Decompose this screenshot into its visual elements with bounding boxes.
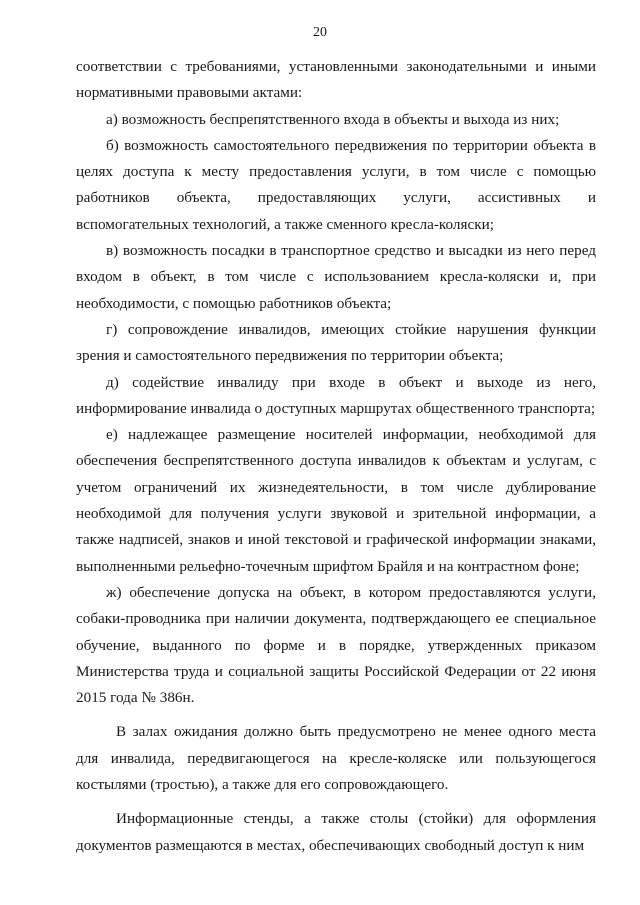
paragraph-waiting-rooms: В залах ожидания должно быть предусмотрено не менее одного места для инвалида, передвигающегося на кресле-коляске или пользующегося костылями (тростью), а также для его сопровождающего. (76, 723, 596, 794)
document-body (76, 54, 596, 859)
paragraph-info-stands: Информационные стенды, а также столы (стойки) для оформления документов размещаются в местах, обеспечивающих свободный доступ к ним (76, 810, 596, 854)
list-item-d: д) содействие инвалиду при входе в объект и выходе из него, информирование инвалида о доступных маршрутах общественного транспорта; (76, 373, 596, 417)
list-item-g: г) сопровождение инвалидов, имеющих стойкие нарушения функции зрения и самостоятельного передвижения по территории объекта; (76, 320, 596, 365)
list-item-v: в) возможность посадки в транспортное средство и высадки из него перед входом в объект, в том числе с использованием кресла-коляски и, при необходимости, с помощью работников объекта; (76, 242, 596, 312)
list-item-a: а) возможность беспрепятственного входа в объекты и выхода из них; (106, 110, 560, 128)
page-number: 20 (313, 25, 327, 40)
list-item-e: е) надлежащее размещение носителей информации, необходимой для обеспечения беспрепятственного доступа инвалидов к объектам и услугам, с учетом ограничений их жизнедеятельности, в том числе дублирование необходимой для получения услуги звуковой и зрительной информации, а также надписей, знаков и иной текстовой и графической информации знаками, выполненными рельефно-точечным шрифтом Брайля и на контрастном фоне; (76, 426, 596, 575)
list-item-b: б) возможность самостоятельного передвижения по территории объекта в целях доступа к месту предоставления услуги, в том числе с помощью работников объекта, предоставляющих услуги, ассистивных и вспомогательных технологий, а также сменного кресла-коляски; (76, 136, 596, 233)
list-item-zh: ж) обеспечение допуска на объект, в котором предоставляются услуги, собаки-проводника при наличии документа, подтверждающего ее специальное обучение, выданного по форме и в порядке, утвержденных приказом Министерства труда и социальной защиты Российской Федерации от 22 июня 2015 года № 386н. (76, 583, 596, 707)
paragraph-continuation: соответствии с требованиями, установленными законодательными и иными нормативными правовыми актами: (76, 58, 596, 102)
